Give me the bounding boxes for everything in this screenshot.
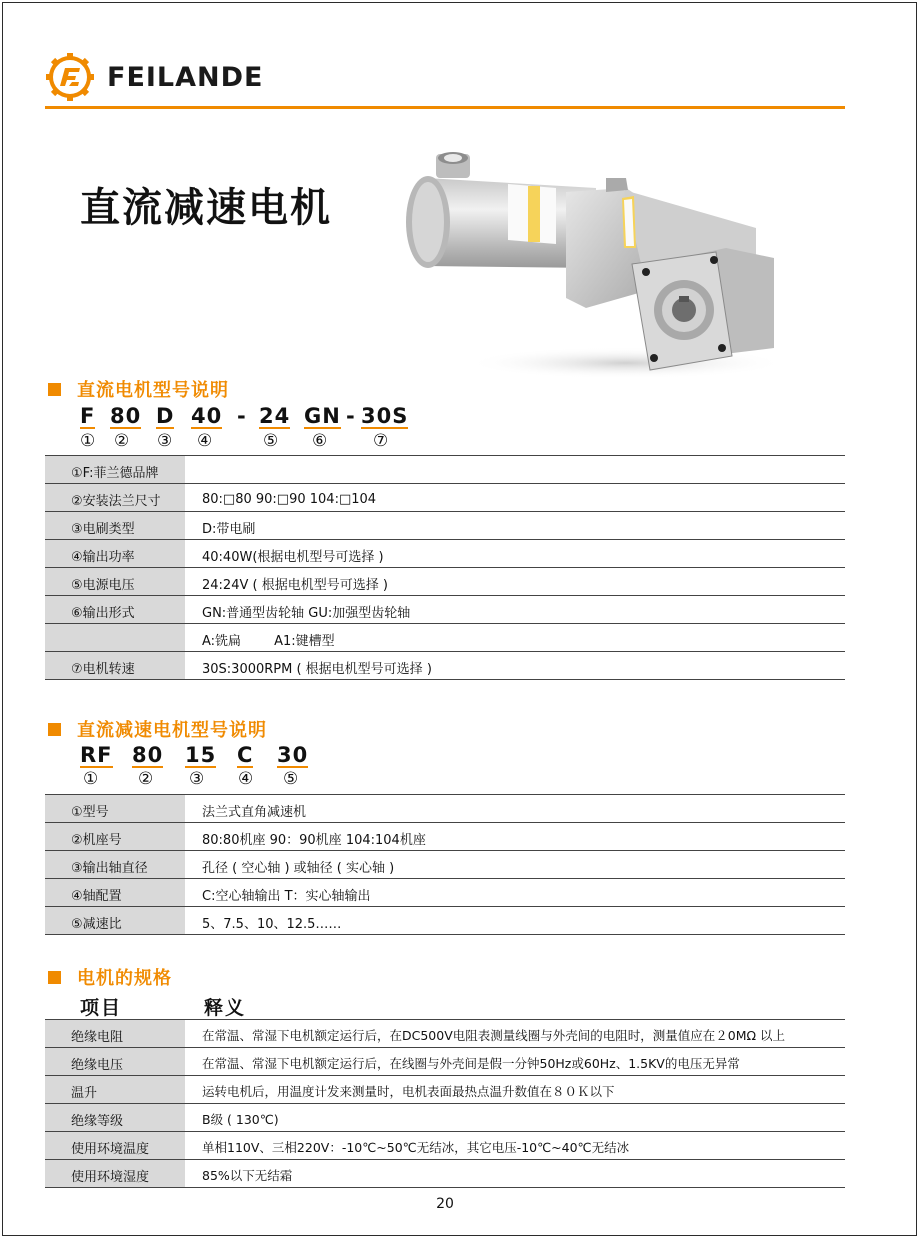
gear-logo-icon xyxy=(45,52,95,102)
row-label: ②安装法兰尺寸 xyxy=(45,484,185,512)
brand-name: FEILANDE xyxy=(107,61,264,93)
section3-title: 电机的规格 xyxy=(77,968,172,989)
code-number: ② xyxy=(138,769,154,789)
row-value: C:空心轴输出 T：实心轴输出 xyxy=(185,879,845,907)
code-number: ① xyxy=(83,769,99,789)
brand-logo xyxy=(45,52,264,102)
code-part: 80 xyxy=(132,743,164,767)
table-row xyxy=(45,851,845,879)
column-header-desc: 释义 xyxy=(204,997,247,1019)
table-row xyxy=(45,1104,845,1132)
table-row xyxy=(45,484,845,512)
row-value: 24:24V ( 根据电机型号可选择 ) xyxy=(185,568,845,596)
row-label: ④轴配置 xyxy=(45,879,185,907)
code-number: ③ xyxy=(157,431,173,451)
page-number: 20 xyxy=(436,1196,454,1212)
code-part: D xyxy=(156,404,175,428)
table-row xyxy=(45,795,845,823)
row-label: 绝缘等级 xyxy=(45,1104,185,1132)
row-value: 85%以下无结霜 xyxy=(185,1160,845,1188)
row-value: 孔径 ( 空心轴 ) 或轴径 ( 实心轴 ) xyxy=(185,851,845,879)
row-label xyxy=(45,624,185,652)
row-label: ③电刷类型 xyxy=(45,512,185,540)
bullet-square-icon xyxy=(48,971,61,984)
row-label: 绝缘电压 xyxy=(45,1048,185,1076)
section2-table xyxy=(45,794,845,935)
row-value: 运转电机后，用温度计发来测量时，电机表面最热点温升数值在８０Ｋ以下 xyxy=(185,1076,845,1104)
row-label: ④输出功率 xyxy=(45,540,185,568)
code-number: ① xyxy=(80,431,96,451)
code-dash: - xyxy=(237,404,247,428)
row-label: ①型号 xyxy=(45,795,185,823)
row-label: 使用环境温度 xyxy=(45,1132,185,1160)
code-number: ② xyxy=(114,431,130,451)
table-row xyxy=(45,512,845,540)
row-label: ⑤减速比 xyxy=(45,907,185,935)
table-row xyxy=(45,456,845,484)
table-row xyxy=(45,907,845,935)
row-label: 绝缘电阻 xyxy=(45,1020,185,1048)
table-row xyxy=(45,596,845,624)
row-label: ③输出轴直径 xyxy=(45,851,185,879)
code-number: ⑤ xyxy=(263,431,279,451)
code-part: 30 xyxy=(277,743,309,767)
section2-title: 直流减速电机型号说明 xyxy=(77,720,267,741)
row-label: 使用环境湿度 xyxy=(45,1160,185,1188)
code-number: ⑥ xyxy=(312,431,328,451)
code-part: F xyxy=(80,404,96,428)
table-row xyxy=(45,652,845,680)
row-value: 单相110V、三相220V：-10℃~50℃无结冰，其它电压-10℃~40℃无结冰 xyxy=(185,1132,845,1160)
row-label: ①F:菲兰德品牌 xyxy=(45,456,185,484)
page-title: 直流减速电机 xyxy=(80,185,332,231)
code-number: ④ xyxy=(238,769,254,789)
code-part: 80 xyxy=(110,404,142,428)
table-row xyxy=(45,1020,845,1048)
row-value: 在常温、常湿下电机额定运行后，在DC500V电阻表测量线圈与外壳间的电阻时，测量值应在２0MΩ 以上 xyxy=(185,1020,845,1048)
row-value: 80:□80 90:□90 104:□104 xyxy=(185,484,845,512)
row-label: ⑥输出形式 xyxy=(45,596,185,624)
header-rule xyxy=(45,106,845,109)
code-part: C xyxy=(237,743,254,767)
row-value: 5、7.5、10、12.5…… xyxy=(185,907,845,935)
bullet-square-icon xyxy=(48,383,61,396)
section3-table xyxy=(45,1019,845,1188)
bullet-square-icon xyxy=(48,723,61,736)
table-row xyxy=(45,1076,845,1104)
table-row xyxy=(45,1048,845,1076)
row-value: 80:80机座 90：90机座 104:104机座 xyxy=(185,823,845,851)
table-row xyxy=(45,1160,845,1188)
code-part: GN xyxy=(304,404,341,428)
table-row xyxy=(45,568,845,596)
code-number: ③ xyxy=(189,769,205,789)
table-row xyxy=(45,624,845,652)
code-part: 15 xyxy=(185,743,217,767)
code-part: 24 xyxy=(259,404,291,428)
code-number: ④ xyxy=(197,431,213,451)
section1-heading xyxy=(48,376,229,402)
row-value: 40:40W(根据电机型号可选择 ) xyxy=(185,540,845,568)
table-row xyxy=(45,1132,845,1160)
row-value: A:铣扁 A1:键槽型 xyxy=(185,624,845,652)
row-label: ⑤电源电压 xyxy=(45,568,185,596)
row-value: GN:普通型齿轮轴 GU:加强型齿轮轴 xyxy=(185,596,845,624)
code-number: ⑦ xyxy=(373,431,389,451)
table-row xyxy=(45,540,845,568)
section1-title: 直流电机型号说明 xyxy=(77,380,229,401)
code-dash: - xyxy=(346,404,356,428)
code-part: 30S xyxy=(361,404,409,428)
row-label: ⑦电机转速 xyxy=(45,652,185,680)
row-label: 温升 xyxy=(45,1076,185,1104)
row-value: 在常温、常湿下电机额定运行后，在线圈与外壳间是假一分钟50Hz或60Hz、1.5KV的电压无异常 xyxy=(185,1048,845,1076)
code-number: ⑤ xyxy=(283,769,299,789)
section2-heading xyxy=(48,716,267,742)
row-value: 法兰式直角减速机 xyxy=(185,795,845,823)
code-part: 40 xyxy=(191,404,223,428)
section3-heading xyxy=(48,964,172,990)
table-row xyxy=(45,823,845,851)
motor-photo xyxy=(396,148,780,380)
table-row xyxy=(45,879,845,907)
code-part: RF xyxy=(80,743,113,767)
row-label: ②机座号 xyxy=(45,823,185,851)
row-value: 30S:3000RPM ( 根据电机型号可选择 ) xyxy=(185,652,845,680)
column-header-item: 项目 xyxy=(80,997,123,1019)
row-value xyxy=(185,456,845,484)
row-value: D:带电刷 xyxy=(185,512,845,540)
row-value: B级 ( 130℃) xyxy=(185,1104,845,1132)
section1-table xyxy=(45,455,845,680)
